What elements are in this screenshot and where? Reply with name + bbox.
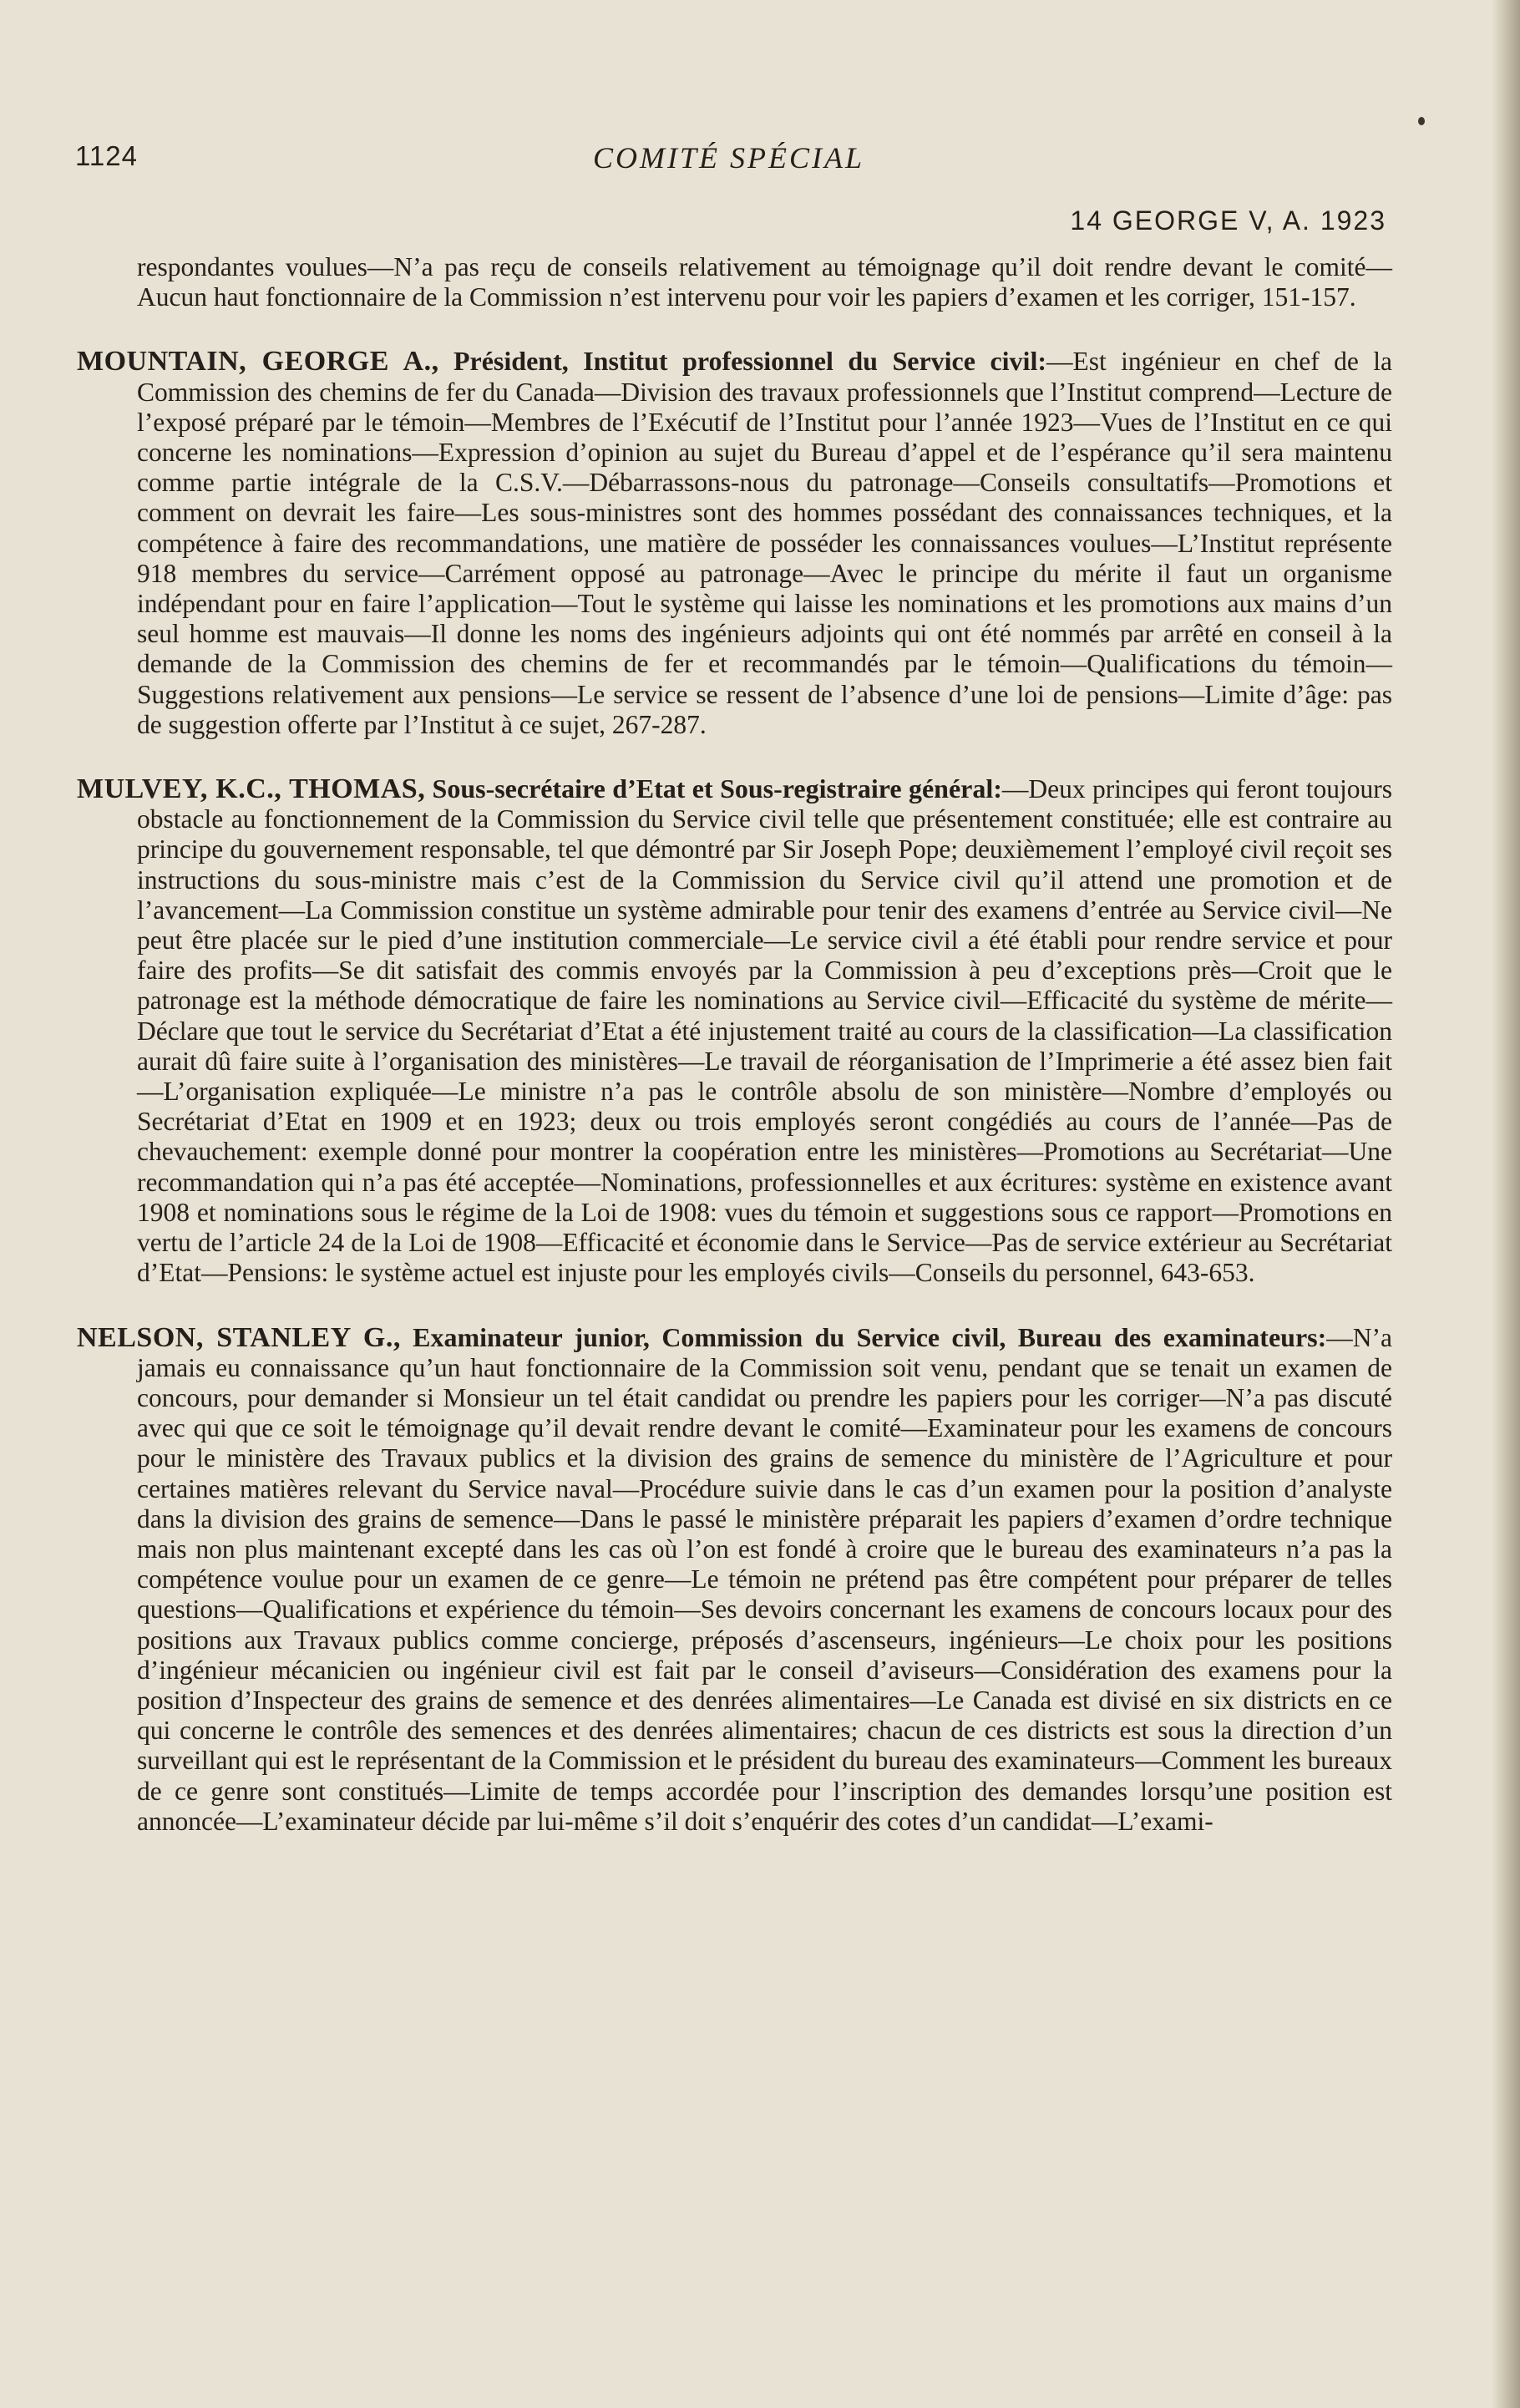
index-entry-nelson: [77, 1322, 1392, 1837]
entry-name: MOUNTAIN, GEORGE A.,: [77, 346, 439, 378]
index-entry-mountain: [77, 346, 1392, 740]
page-edge-shadow: [1492, 0, 1520, 2408]
entry-name: MULVEY, K.C., THOMAS,: [77, 773, 426, 805]
session-info: 14 GEORGE V, A. 1923: [1070, 205, 1386, 236]
entry-text: —Est ingénieur en chef de la Commission des chemins de fer du Canada—Division des travaux professionnels que l’Institut comprend—Lecture de l’exposé préparé par le témoin—Membres de l’Exécutif de l’Institut pour l’année 1923—Vues de l’Institut en ce qui concerne les nominations—Expression d’opinion au sujet du Bureau d’appel et de l’espérance qu’il sera maintenu comme partie intégrale de la C.S.V.—Débarrassons-nous du patronage—Conseils consultatifs—Promotions et comment on devrait les faire—Les sous-ministres sont des hommes possédant des connaissances techniques, et la compétence à faire des recommandations, une matière de posséder les connaissances voulues—L’Institut représente 918 membres du service—Carrément opposé au patronage—Avec le principe du mérite il faut un organisme indépendant pour en faire l’application—Tout le système qui laisse les nominations et les promotions aux mains d’un seul homme est mauvais—Il donne les noms des ingénieurs adjoints qui ont été nommés par arrêté en conseil à la demande de la Commission des chemins de fer et recommandés par le témoin—Qualifications du témoin—Suggestions relativement aux pensions—Le service se ressent de l’absence d’une loi de pensions—Limite d’âge: pas de suggestion offerte par l’Institut à ce sujet, 267-287.: [137, 347, 1393, 739]
index-entry-mulvey: [77, 773, 1392, 1288]
entry-title: Président, Institut professionnel du Service civil:: [453, 346, 1046, 377]
entry-text: —N’a jamais eu connaissance qu’un haut fonctionnaire de la Commission soit venu, pendant que se tenait un examen de concours, pour demander si Monsieur un tel était candidat ou prendre les papiers pour les corriger—N’a pas discuté avec qui que ce soit le témoignage qu’il devait rendre devant le comité—Examinateur pour les examens de concours pour le ministère des Travaux publics et la division des grains de semence du ministère de l’Agriculture et pour certaines matières relevant du Service naval—Procédure suivie dans le cas d’un examen pour la position d’analyste dans la division des grains de semence—Dans le passé le ministère préparait les papiers d’examen d’ordre technique mais non plus maintenant excepté dans les cas où l’on est fondé à croire que le bureau des examinateurs n’a pas la compétence voulue pour un examen de ce genre—Le témoin ne prétend pas être compétent pour préparer de telles questions—Qualifications et expérience du témoin—Ses devoirs concernant les examens de concours locaux pour des positions aux Travaux publics comme concierge, préposés d’ascenseurs, ingénieurs—Le choix pour les positions d’ingénieur mécanicien ou ingénieur civil est fait par le conseil d’aviseurs—Considération des examens pour la position d’Inspecteur des grains de semence et des denrées alimentaires—Le Canada est divisé en six districts en ce qui concerne le contrôle des semences et des denrées alimentaires; chacun de ces districts est sous la direction d’un surveillant qui est le représentant de la Commission et le président du bureau des examinateurs—Comment les bureaux de ce genre sont constitués—Limite de temps accordée pour l’inscription des demandes lorsqu’une position est annoncée—L’examinateur décide par lui-même s’il doit s’enquérir des cotes d’un candidat—L’exami-: [137, 1322, 1393, 1836]
running-title: COMITÉ SPÉCIAL: [593, 141, 864, 175]
entry-title: Examinateur junior, Commission du Service civil, Bureau des examinateurs:: [413, 1321, 1327, 1352]
page-number: 1124: [75, 140, 138, 171]
entry-title: Sous-secrétaire d’Etat et Sous-registraire général:: [432, 773, 1002, 804]
entry-text: —Deux principes qui feront toujours obstacle au fonctionnement de la Commission du Service civil telle que présentement constituée; elle est contraire au principe du gouvernement responsable, tel que démontré par Sir Joseph Pope; deuxièmement l’employé civil reçoit ses instructions du sous-ministre mais c’est de la Commission du Service civil qu’il attend une promotion et de l’avancement—La Commission constitue un système admirable pour tenir des examens d’entrée au Service civil—Ne peut être placée sur le pied d’une institution commerciale—Le service civil a été établi pour rendre service et pour faire des profits—Se dit satisfait des commis envoyés par la Commission à peu d’exceptions près—Croit que le patronage est la méthode démocratique de faire les nominations au Service civil—Efficacité du système de mérite—Déclare que tout le service du Secrétariat d’Etat a été injustement traité au cours de la classification—La classification aurait dû faire suite à l’organisation des ministères—Le travail de réorganisation de l’Imprimerie a été assez bien fait—L’organisation expliquée—Le ministre n’a pas le contrôle absolu de son ministère—Nombre d’employés ou Secrétariat d’Etat en 1909 et en 1923; deux ou trois employés seront congédiés au cours de l’année—Pas de chevauchement: exemple donné pour montrer la coopération entre les ministères—Promotions au Secrétariat—Une recommandation qui n’a pas été acceptée—Nominations, professionnelles et aux écritures: système en existence avant 1908 et nominations sous le régime de la Loi de 1908: vues du témoin et suggestions sous ce rapport—Promotions en vertu de l’article 24 de la Loi de 1908—Efficacité et économie dans le Service—Pas de service extérieur au Secrétariat d’Etat—Pensions: le système actuel est injuste pour les employés civils—Conseils du personnel, 643-653.: [137, 774, 1393, 1288]
page-header: [75, 140, 1428, 236]
index-content: [77, 252, 1392, 1837]
continuation-paragraph: respondantes voulues—N’a pas reçu de conseils relativement au témoignage qu’il doit rendre devant le comité—Aucun haut fonctionnaire de la Commission n’est intervenu pour voir les papiers d’examen et les corriger, 151-157.: [137, 252, 1392, 312]
entry-name: NELSON, STANLEY G.,: [77, 1321, 401, 1353]
ink-speck: [1418, 117, 1425, 125]
